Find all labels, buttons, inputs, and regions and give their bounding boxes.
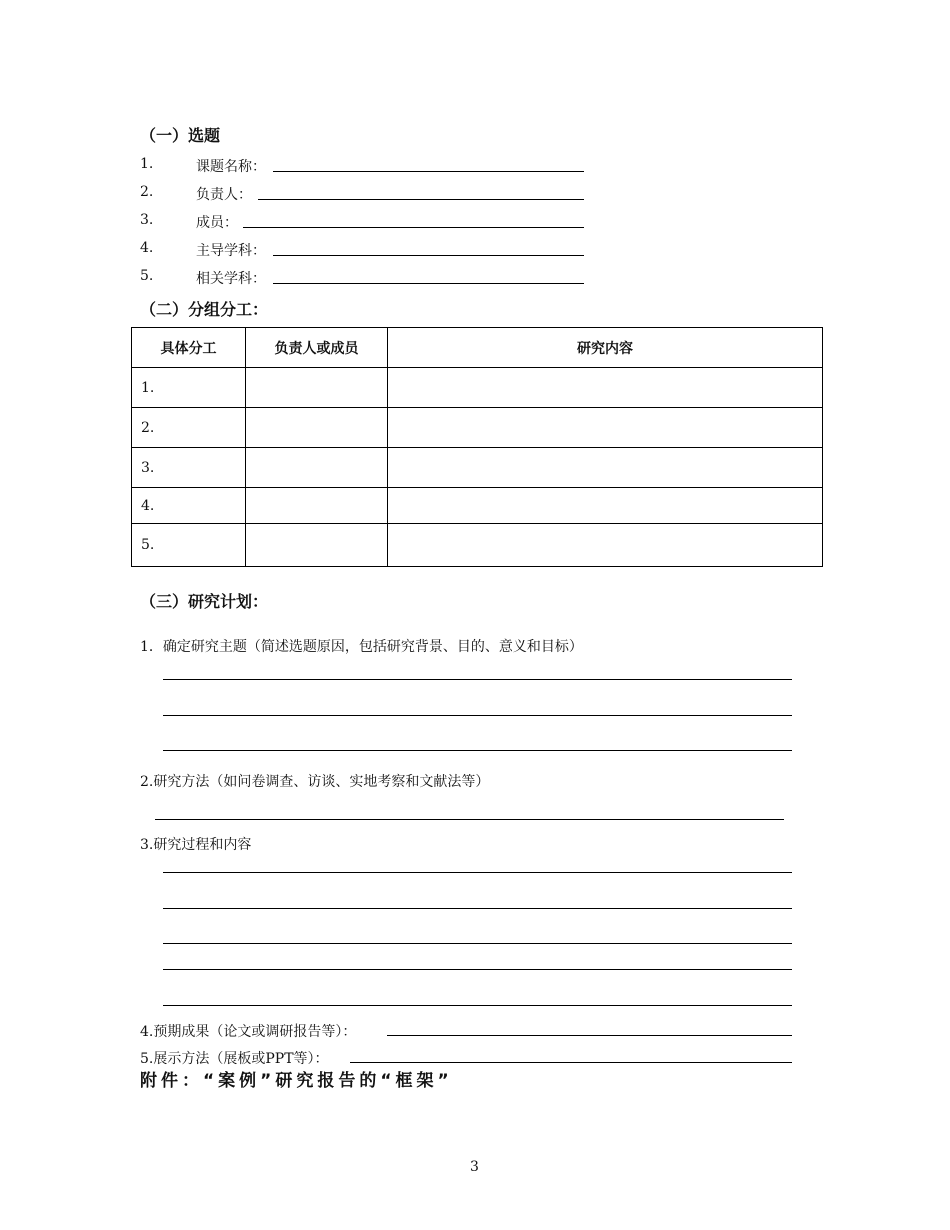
- page-number: 3: [470, 1159, 479, 1175]
- row-number: 3.: [132, 448, 246, 488]
- research-topic-label: 1．确定研究主题（简述选题原因，包括研究背景、目的、意义和目标）: [140, 639, 583, 655]
- research-topic-line[interactable]: [163, 750, 792, 751]
- research-process-line[interactable]: [163, 872, 792, 873]
- content-cell[interactable]: [388, 368, 823, 408]
- section2-heading: （二）分组分工：: [140, 300, 269, 319]
- table-row: [132, 524, 823, 567]
- related-subject-field[interactable]: [273, 283, 584, 284]
- content-cell[interactable]: [388, 524, 823, 567]
- content-cell[interactable]: [388, 488, 823, 524]
- member-cell[interactable]: [246, 524, 388, 567]
- item-number: 5.: [140, 268, 154, 284]
- expected-result-field[interactable]: [387, 1035, 792, 1036]
- research-topic-line[interactable]: [163, 715, 792, 716]
- column-header: 负责人或成员: [246, 328, 388, 368]
- section3-heading: （三）研究计划：: [140, 592, 269, 611]
- item-number: 3.: [140, 212, 154, 228]
- section1-heading: （一）选题: [140, 126, 221, 145]
- content-cell[interactable]: [388, 408, 823, 448]
- topic-name-field[interactable]: [273, 171, 584, 172]
- row-number: 4.: [132, 488, 246, 524]
- expected-result-label: 4.预期成果（论文或调研报告等）：: [140, 1024, 357, 1040]
- table-row: [132, 368, 823, 408]
- research-process-line[interactable]: [163, 908, 792, 909]
- row-number: 2.: [132, 408, 246, 448]
- leader-label: 负责人：: [196, 187, 252, 203]
- main-subject-label: 主导学科：: [196, 243, 266, 259]
- members-field[interactable]: [243, 227, 584, 228]
- research-process-label: 3.研究过程和内容: [140, 837, 252, 853]
- annex-title: 附件：“案例”研究报告的“框架”: [140, 1071, 453, 1091]
- presentation-method-label: 5.展示方法（展板或PPT等）：: [140, 1051, 329, 1067]
- row-number: 5.: [132, 524, 246, 567]
- content-cell[interactable]: [388, 448, 823, 488]
- table-row: [132, 448, 823, 488]
- leader-field[interactable]: [258, 199, 584, 200]
- member-cell[interactable]: [246, 408, 388, 448]
- item-number: 4.: [140, 240, 154, 256]
- member-cell[interactable]: [246, 488, 388, 524]
- research-process-line[interactable]: [163, 969, 792, 970]
- column-header: 研究内容: [388, 328, 823, 368]
- member-cell[interactable]: [246, 448, 388, 488]
- research-process-line[interactable]: [163, 943, 792, 944]
- research-method-label: 2.研究方法（如问卷调查、访谈、实地考察和文献法等）: [140, 774, 490, 790]
- item-number: 2.: [140, 184, 154, 200]
- table-row: [132, 488, 823, 524]
- related-subject-label: 相关学科：: [196, 271, 266, 287]
- members-label: 成员：: [196, 215, 238, 231]
- table-header-row: [132, 328, 823, 368]
- table-row: [132, 408, 823, 448]
- research-topic-line[interactable]: [163, 679, 792, 680]
- column-header: 具体分工: [132, 328, 246, 368]
- row-number: 1.: [132, 368, 246, 408]
- research-process-line[interactable]: [163, 1005, 792, 1006]
- member-cell[interactable]: [246, 368, 388, 408]
- main-subject-field[interactable]: [273, 255, 584, 256]
- division-table: [131, 327, 823, 567]
- research-method-line[interactable]: [155, 819, 784, 820]
- presentation-method-field[interactable]: [350, 1062, 792, 1063]
- topic-name-label: 课题名称：: [196, 159, 266, 175]
- item-number: 1.: [140, 156, 154, 172]
